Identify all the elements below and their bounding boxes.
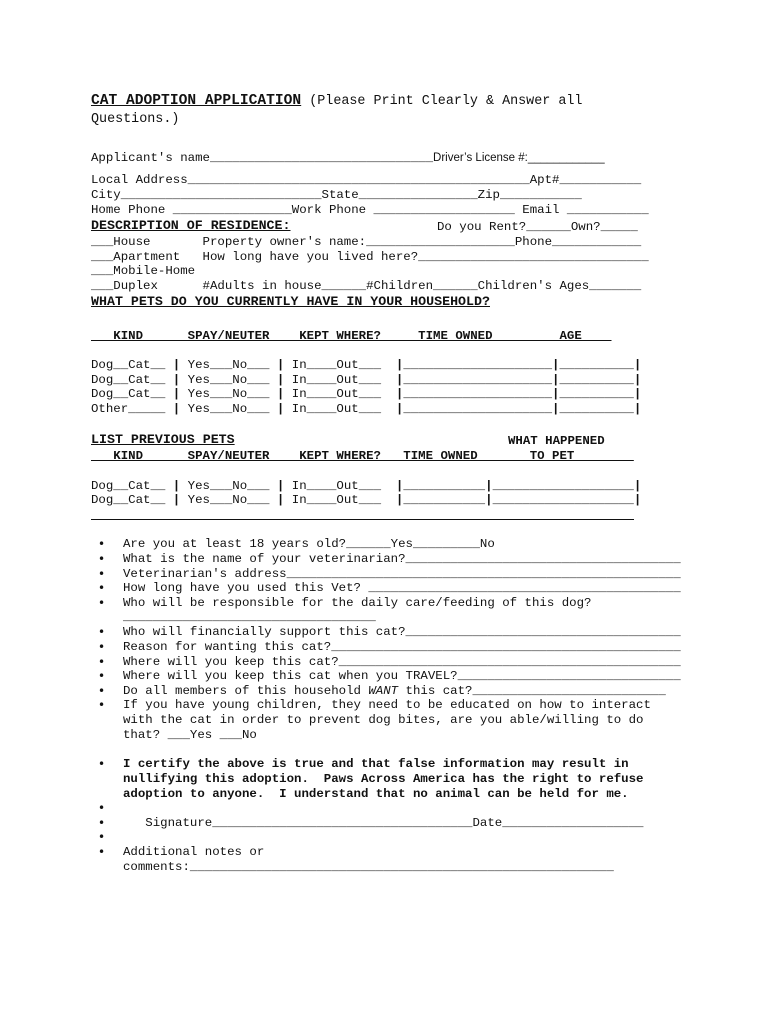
pet-kind-cell[interactable]: Dog__Cat__: [91, 358, 173, 372]
question-travel[interactable]: Where will you keep this cat when you TRAVEL?______________________________: [123, 669, 681, 683]
bullet: •: [98, 537, 106, 551]
pet-kept-cell[interactable]: In____Out___: [284, 402, 396, 416]
pet-kind-cell[interactable]: Dog__Cat__: [91, 373, 173, 387]
phone-email-field[interactable]: Home Phone ________________Work Phone ___________________ Email ___________: [91, 203, 649, 217]
current-pets-table-header: KIND SPAY/NEUTER KEPT WHERE? TIME OWNED AGE: [91, 329, 612, 343]
previous-pets-heading: LIST PREVIOUS PETS: [91, 432, 235, 447]
residence-row-mobile-home[interactable]: ___Mobile-Home: [91, 264, 196, 278]
bullet: •: [98, 698, 106, 712]
pet-kept-cell[interactable]: In____Out___: [284, 373, 396, 387]
certify-line: I certify the above is true and that false information may result in: [123, 757, 629, 771]
pet-time-cell[interactable]: ___________: [403, 479, 486, 493]
pet-kind-cell[interactable]: Dog__Cat__: [91, 479, 173, 493]
current-pets-heading: WHAT PETS DO YOU CURRENTLY HAVE IN YOUR HOUSEHOLD?: [91, 294, 490, 309]
residence-row-apartment[interactable]: ___Apartment How long have you lived here?_______________________________: [91, 250, 649, 264]
question-financial-support[interactable]: Who will financially support this cat?_____________________________________: [123, 625, 681, 639]
household-question-text: Do all members of this household: [123, 684, 369, 698]
daily-care-answer-line[interactable]: __________________________________: [123, 610, 376, 624]
pet-age-cell[interactable]: __________: [559, 387, 634, 401]
pet-kept-cell[interactable]: In____Out___: [284, 387, 396, 401]
question-reason[interactable]: Reason for wanting this cat?_______________________________________________: [123, 640, 681, 654]
pet-age-cell[interactable]: __________: [559, 402, 634, 416]
notes-comments-field[interactable]: comments:_________________________________________________________: [123, 860, 614, 874]
question-veterinarian[interactable]: What is the name of your veterinarian?_____________________________________: [123, 552, 681, 566]
bullet: •: [98, 757, 106, 771]
applicant-name-row: [91, 151, 605, 166]
title-line: [91, 94, 582, 110]
pet-kind-cell[interactable]: Dog__Cat__: [91, 493, 173, 507]
previous-pet-row[interactable]: Dog__Cat__ | Yes___No___ | In____Out___ |___________|___________________|: [91, 479, 642, 493]
pet-spay-cell[interactable]: Yes___No___: [180, 402, 277, 416]
drivers-license-field[interactable]: Driver’s License #:____________: [433, 152, 605, 164]
current-pet-row[interactable]: Dog__Cat__ | Yes___No___ | In____Out___ |____________________|__________|: [91, 358, 642, 372]
current-pet-row[interactable]: Dog__Cat__ | Yes___No___ | In____Out___ |____________________|__________|: [91, 387, 642, 401]
current-pet-row[interactable]: Dog__Cat__ | Yes___No___ | In____Out___ |____________________|__________|: [91, 373, 642, 387]
bullet: •: [98, 830, 106, 844]
young-children-yes-no[interactable]: that? ___Yes ___No: [123, 728, 257, 742]
previous-pet-row[interactable]: Dog__Cat__ | Yes___No___ | In____Out___ |___________|___________________|: [91, 493, 642, 507]
local-address-field[interactable]: Local Address______________________________________________Apt#___________: [91, 173, 642, 187]
question-vet-address[interactable]: Veterinarian's address_____________________________________________________: [123, 567, 681, 581]
bullet: •: [98, 655, 106, 669]
pet-time-cell[interactable]: ____________________: [403, 358, 553, 372]
notes-label: Additional notes or: [123, 845, 265, 859]
pet-spay-cell[interactable]: Yes___No___: [180, 373, 277, 387]
certify-line: nullifying this adoption. Paws Across America has the right to refuse: [123, 772, 644, 786]
applicant-name-field[interactable]: Applicant's name______________________________: [91, 151, 434, 165]
question-household-want[interactable]: [123, 684, 666, 699]
residence-heading: DESCRIPTION OF RESIDENCE:: [91, 218, 291, 233]
bullet: •: [98, 567, 106, 581]
pet-what-happened-cell[interactable]: ___________________: [492, 493, 634, 507]
pet-time-cell[interactable]: ____________________: [403, 387, 553, 401]
bullet: •: [98, 801, 106, 815]
pet-time-cell[interactable]: ____________________: [403, 402, 553, 416]
what-happened-header: WHAT HAPPENED: [508, 434, 605, 448]
bullet: •: [98, 552, 106, 566]
previous-pets-table-header: KIND SPAY/NEUTER KEPT WHERE? TIME OWNED TO PET: [91, 449, 634, 463]
bullet: •: [98, 684, 106, 698]
question-young-children-cont: with the cat in order to prevent dog bites, are you able/willing to do: [123, 713, 644, 727]
pet-kept-cell[interactable]: In____Out___: [284, 479, 396, 493]
pet-spay-cell[interactable]: Yes___No___: [180, 387, 277, 401]
pet-time-cell[interactable]: ___________: [403, 493, 486, 507]
pet-time-cell[interactable]: ____________________: [403, 373, 553, 387]
current-pet-row[interactable]: Other_____ | Yes___No___ | In____Out___ |____________________|__________|: [91, 402, 642, 416]
bullet: •: [98, 640, 106, 654]
page-subtitle-cont: Questions.): [91, 112, 180, 127]
bullet: •: [98, 581, 106, 595]
pet-kept-cell[interactable]: In____Out___: [284, 358, 396, 372]
signature-date-field[interactable]: Signature___________________________________Date___________________: [123, 816, 644, 830]
pet-what-happened-cell[interactable]: ___________________: [492, 479, 634, 493]
question-daily-care: Who will be responsible for the daily care/feeding of this dog?: [123, 596, 592, 610]
bullet: •: [98, 596, 106, 610]
pet-kind-cell[interactable]: Other_____: [91, 402, 173, 416]
pet-spay-cell[interactable]: Yes___No___: [180, 479, 277, 493]
bullet: •: [98, 816, 106, 830]
section-divider: [91, 519, 634, 520]
question-vet-duration[interactable]: How long have you used this Vet? __________________________________________: [123, 581, 681, 595]
rent-own-field[interactable]: Do you Rent?______Own?_____: [437, 220, 638, 234]
pet-kept-cell[interactable]: In____Out___: [284, 493, 396, 507]
certify-line: adoption to anyone. I understand that no animal can be held for me.: [123, 787, 629, 801]
residence-row-house[interactable]: ___House Property owner's name:____________________Phone____________: [91, 235, 642, 249]
question-young-children: If you have young children, they need to be educated on how to interact: [123, 698, 651, 712]
pet-spay-cell[interactable]: Yes___No___: [180, 493, 277, 507]
city-state-zip-field[interactable]: City___________________________State________________Zip___________: [91, 188, 582, 202]
bullet: •: [98, 625, 106, 639]
pet-kind-cell[interactable]: Dog__Cat__: [91, 387, 173, 401]
question-age[interactable]: Are you at least 18 years old?______Yes_________No: [123, 537, 495, 551]
pet-age-cell[interactable]: __________: [559, 358, 634, 372]
want-emphasis: WANT: [368, 684, 399, 698]
pet-age-cell[interactable]: __________: [559, 373, 634, 387]
household-answer-line[interactable]: this cat?__________________________: [398, 684, 666, 698]
page-title: CAT ADOPTION APPLICATION: [91, 93, 302, 109]
question-keep-cat[interactable]: Where will you keep this cat?______________________________________________: [123, 655, 681, 669]
bullet: •: [98, 845, 106, 859]
page-subtitle: (Please Print Clearly & Answer all: [301, 94, 583, 109]
pet-spay-cell[interactable]: Yes___No___: [180, 358, 277, 372]
bullet: •: [98, 669, 106, 683]
residence-row-duplex[interactable]: ___Duplex #Adults in house______#Children______Children's Ages_______: [91, 279, 642, 293]
